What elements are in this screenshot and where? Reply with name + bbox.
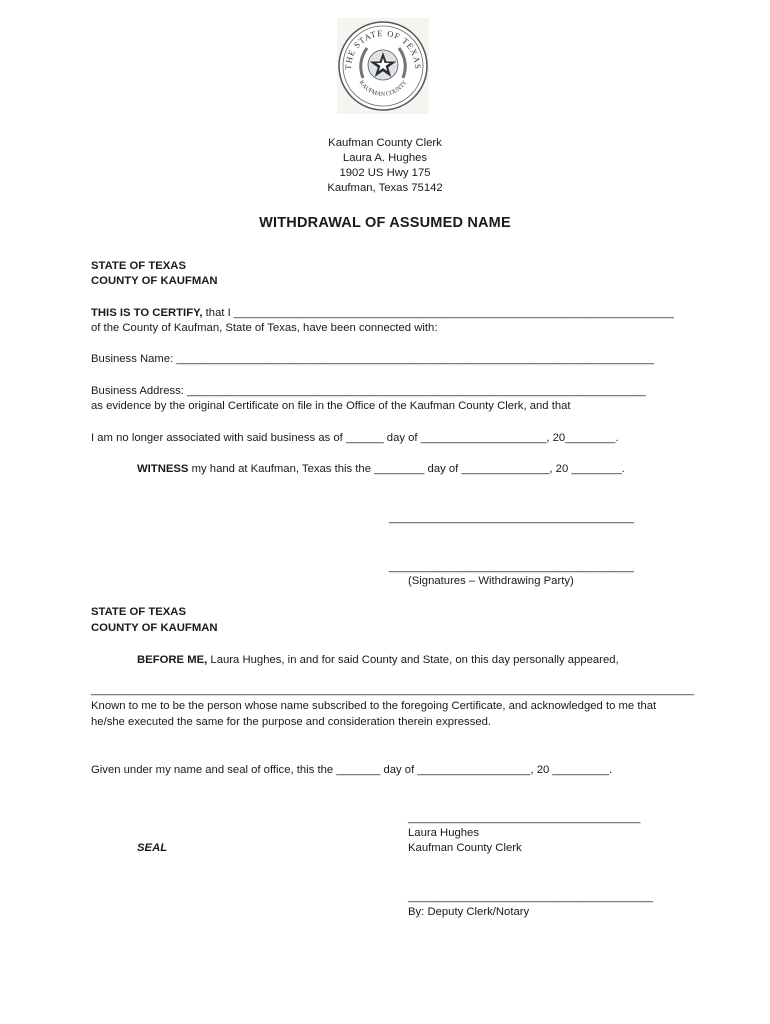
clerk-street: 1902 US Hwy 175	[339, 167, 431, 179]
witness-lead: WITNESS	[137, 463, 189, 475]
seal-ring-top-text: THE STATE OF TEXAS	[342, 27, 424, 70]
certify-lead: THIS IS TO CERTIFY,	[91, 307, 203, 319]
signature-line-2[interactable]: _______________________________________	[389, 561, 635, 573]
deputy-label: By: Deputy Clerk/Notary	[408, 906, 530, 918]
clerk-city: Kaufman, Texas 75142	[327, 182, 443, 194]
venue-county: COUNTY OF KAUFMAN	[91, 275, 218, 287]
clerk-signature-name: Laura Hughes	[408, 827, 479, 839]
before-me-lead: BEFORE ME,	[137, 654, 208, 666]
signature-line-1[interactable]: _______________________________________	[389, 512, 635, 524]
witness-line[interactable]	[137, 462, 625, 476]
appeared-person-blank[interactable]: ________________________________________________________________________________________________	[91, 684, 695, 696]
before-me-rest: Laura Hughes, in and for said County and State, on this day personally appeared,	[207, 654, 619, 666]
clerk-name: Laura A. Hughes	[342, 152, 428, 164]
signature-caption: (Signatures – Withdrawing Party)	[408, 575, 574, 587]
seal-label: SEAL	[137, 842, 168, 854]
clerk-signature-title: Kaufman County Clerk	[408, 842, 522, 854]
known-line-2: he/she executed the same for the purpose and consideration therein expressed.	[91, 716, 492, 728]
document-title: WITHDRAWAL OF ASSUMED NAME	[259, 215, 511, 231]
deputy-signature-line[interactable]: _______________________________________	[408, 891, 654, 903]
certify-name-blank[interactable]: that I ______________________________________________________________________	[202, 307, 674, 319]
business-address-field[interactable]: Business Address: _________________________________________________________________________	[91, 385, 646, 397]
no-longer-associated-line[interactable]: I am no longer associated with said business as of ______ day of ____________________, 20________.	[91, 432, 619, 444]
venue2-state: STATE OF TEXAS	[91, 606, 186, 618]
certify-line	[91, 306, 674, 320]
clerk-signature-line[interactable]: _____________________________________	[408, 812, 641, 824]
certify-county-line: of the County of Kaufman, State of Texas, have been connected with:	[91, 322, 438, 334]
witness-rest: my hand at Kaufman, Texas this the ________ day of ______________, 20 ________.	[188, 463, 625, 475]
known-line-1: Known to me to be the person whose name subscribed to the foregoing Certificate, and acknowledged to me that	[91, 700, 657, 712]
venue-state: STATE OF TEXAS	[91, 260, 186, 272]
given-under-line[interactable]: Given under my name and seal of office, this the _______ day of __________________, 20 _________.	[91, 764, 613, 776]
seal-ring-bottom-text: KAUFMAN COUNTY	[357, 79, 409, 98]
before-me-line	[137, 653, 619, 667]
clerk-office-name: Kaufman County Clerk	[328, 137, 442, 149]
venue2-county: COUNTY OF KAUFMAN	[91, 622, 218, 634]
business-name-field[interactable]: Business Name: ____________________________________________________________________________	[91, 353, 654, 365]
texas-seal-icon	[337, 18, 429, 114]
evidence-line: as evidence by the original Certificate on file in the Office of the Kaufman County Clerk, and that	[91, 400, 571, 412]
county-seal	[337, 18, 429, 114]
